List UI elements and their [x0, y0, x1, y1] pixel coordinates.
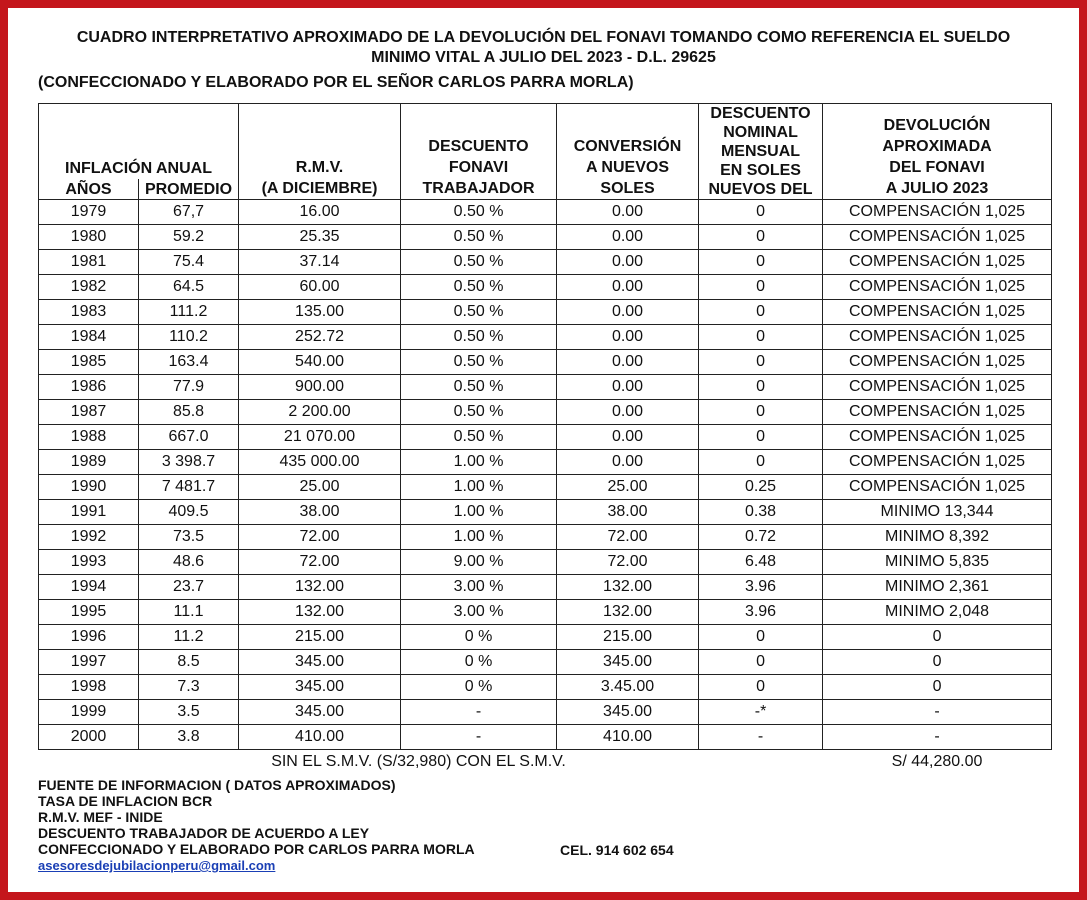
- cell-descuento-nominal: 0: [699, 325, 823, 350]
- cell-descuento: 0.50 %: [401, 200, 557, 225]
- cell-conversion: 0.00: [557, 375, 699, 400]
- fonavi-table: [38, 103, 1052, 774]
- document-subtitle: (CONFECCIONADO Y ELABORADO POR EL SEÑOR CARLOS PARRA MORLA): [38, 74, 634, 91]
- header-conversion: CONVERSIÓN A NUEVOS SOLES: [557, 104, 699, 200]
- cell-descuento-nominal: 0: [699, 275, 823, 300]
- document-title-line-1: CUADRO INTERPRETATIVO APROXIMADO DE LA DEVOLUCIÓN DEL FONAVI TOMANDO COMO REFERENCIA EL SUELDO: [76, 29, 1011, 46]
- table-row: [39, 300, 1052, 325]
- cell-conversion: 0.00: [557, 325, 699, 350]
- cell-devolucion: COMPENSACIÓN 1,025: [823, 250, 1052, 275]
- cell-year: 1997: [39, 650, 139, 675]
- cell-year: 1981: [39, 250, 139, 275]
- cell-descuento-nominal: -*: [699, 700, 823, 725]
- cell-year: 1986: [39, 375, 139, 400]
- cell-year: 1991: [39, 500, 139, 525]
- cell-devolucion: MINIMO 13,344: [823, 500, 1052, 525]
- document-title-line-2: MINIMO VITAL A JULIO DEL 2023 - D.L. 29625: [371, 49, 716, 66]
- cell-rmv: 410.00: [239, 725, 401, 750]
- cell-inflation-avg: 667.0: [139, 425, 239, 450]
- cell-year: 1985: [39, 350, 139, 375]
- table-row: [39, 725, 1052, 750]
- table-row: [39, 325, 1052, 350]
- cell-inflation-avg: 3.5: [139, 700, 239, 725]
- cell-inflation-avg: 7.3: [139, 675, 239, 700]
- table-row: [39, 550, 1052, 575]
- table-row: [39, 275, 1052, 300]
- cell-conversion: 215.00: [557, 625, 699, 650]
- cell-rmv: 72.00: [239, 525, 401, 550]
- cell-inflation-avg: 111.2: [139, 300, 239, 325]
- cell-year: 2000: [39, 725, 139, 750]
- cell-rmv: 60.00: [239, 275, 401, 300]
- cell-descuento: 0.50 %: [401, 225, 557, 250]
- header-descuento-fonavi: DESCUENTO FONAVI TRABAJADOR: [401, 104, 557, 200]
- cell-devolucion: -: [823, 725, 1052, 750]
- footer-line: TASA DE INFLACION BCR: [38, 793, 213, 809]
- cell-rmv: 345.00: [239, 650, 401, 675]
- cell-descuento-nominal: 6.48: [699, 550, 823, 575]
- cell-year: 1988: [39, 425, 139, 450]
- cell-rmv: 252.72: [239, 325, 401, 350]
- total-devolucion: S/ 44,280.00: [891, 753, 983, 770]
- cell-devolucion: COMPENSACIÓN 1,025: [823, 375, 1052, 400]
- cell-descuento: 1.00 %: [401, 475, 557, 500]
- summary-text: SIN EL S.M.V. (S/32,980) CON EL S.M.V.: [271, 753, 566, 770]
- cell-year: 1980: [39, 225, 139, 250]
- cell-rmv: 37.14: [239, 250, 401, 275]
- cell-rmv: 21 070.00: [239, 425, 401, 450]
- cell-devolucion: COMPENSACIÓN 1,025: [823, 325, 1052, 350]
- cell-devolucion: COMPENSACIÓN 1,025: [823, 300, 1052, 325]
- cell-devolucion: COMPENSACIÓN 1,025: [823, 275, 1052, 300]
- cell-descuento-nominal: 0: [699, 625, 823, 650]
- cell-inflation-avg: 48.6: [139, 550, 239, 575]
- cell-year: 1983: [39, 300, 139, 325]
- table-row: [39, 575, 1052, 600]
- table-row: [39, 375, 1052, 400]
- cell-year: 1995: [39, 600, 139, 625]
- cell-descuento: -: [401, 725, 557, 750]
- footer-line: DESCUENTO TRABAJADOR DE ACUERDO A LEY: [38, 825, 370, 841]
- cell-conversion: 0.00: [557, 225, 699, 250]
- table-body: [39, 200, 1052, 750]
- table-row: [39, 625, 1052, 650]
- cell-descuento: 0.50 %: [401, 300, 557, 325]
- cell-devolucion: MINIMO 5,835: [823, 550, 1052, 575]
- cell-devolucion: MINIMO 2,361: [823, 575, 1052, 600]
- cell-inflation-avg: 64.5: [139, 275, 239, 300]
- cell-inflation-avg: 11.2: [139, 625, 239, 650]
- cell-descuento-nominal: 3.96: [699, 575, 823, 600]
- cell-rmv: 900.00: [239, 375, 401, 400]
- cell-inflation-avg: 73.5: [139, 525, 239, 550]
- cell-year: 1992: [39, 525, 139, 550]
- table-row: [39, 450, 1052, 475]
- cell-descuento-nominal: 0: [699, 300, 823, 325]
- cell-inflation-avg: 409.5: [139, 500, 239, 525]
- cell-conversion: 132.00: [557, 575, 699, 600]
- cell-rmv: 215.00: [239, 625, 401, 650]
- cell-descuento-nominal: 0: [699, 650, 823, 675]
- header-anos: AÑOS: [39, 179, 139, 200]
- header-promedio: PROMEDIO: [139, 179, 239, 200]
- cell-descuento-nominal: 0: [699, 450, 823, 475]
- cell-descuento: 3.00 %: [401, 575, 557, 600]
- cell-conversion: 0.00: [557, 275, 699, 300]
- cell-rmv: 345.00: [239, 700, 401, 725]
- cell-descuento-nominal: 0: [699, 225, 823, 250]
- cell-year: 1979: [39, 200, 139, 225]
- cell-rmv: 135.00: [239, 300, 401, 325]
- cell-conversion: 72.00: [557, 550, 699, 575]
- cell-inflation-avg: 7 481.7: [139, 475, 239, 500]
- cell-devolucion: COMPENSACIÓN 1,025: [823, 450, 1052, 475]
- cell-inflation-avg: 75.4: [139, 250, 239, 275]
- table-row: [39, 650, 1052, 675]
- cell-rmv: 72.00: [239, 550, 401, 575]
- cell-descuento: -: [401, 700, 557, 725]
- cell-year: 1984: [39, 325, 139, 350]
- cell-descuento: 0.50 %: [401, 250, 557, 275]
- cell-rmv: 345.00: [239, 675, 401, 700]
- cell-descuento: 0.50 %: [401, 325, 557, 350]
- cell-inflation-avg: 163.4: [139, 350, 239, 375]
- cell-rmv: 25.35: [239, 225, 401, 250]
- table-row: [39, 350, 1052, 375]
- cell-descuento: 0 %: [401, 675, 557, 700]
- table-row: [39, 200, 1052, 225]
- cell-descuento: 1.00 %: [401, 500, 557, 525]
- cell-devolucion: 0: [823, 625, 1052, 650]
- cell-conversion: 0.00: [557, 250, 699, 275]
- cell-descuento-nominal: 0.72: [699, 525, 823, 550]
- cell-descuento: 0 %: [401, 650, 557, 675]
- cell-inflation-avg: 85.8: [139, 400, 239, 425]
- table-row: [39, 600, 1052, 625]
- footer-line: R.M.V. MEF - INIDE: [38, 809, 163, 825]
- cell-devolucion: MINIMO 8,392: [823, 525, 1052, 550]
- cell-descuento: 0.50 %: [401, 425, 557, 450]
- cell-conversion: 3.45.00: [557, 675, 699, 700]
- cell-descuento: 0 %: [401, 625, 557, 650]
- cell-descuento-nominal: 0: [699, 200, 823, 225]
- cell-descuento-nominal: 0: [699, 350, 823, 375]
- cell-devolucion: COMPENSACIÓN 1,025: [823, 425, 1052, 450]
- cell-devolucion: COMPENSACIÓN 1,025: [823, 350, 1052, 375]
- cell-descuento-nominal: 0: [699, 375, 823, 400]
- cell-conversion: 345.00: [557, 650, 699, 675]
- cell-rmv: 132.00: [239, 600, 401, 625]
- cell-inflation-avg: 110.2: [139, 325, 239, 350]
- table-row: [39, 400, 1052, 425]
- footer-line: FUENTE DE INFORMACION ( DATOS APROXIMADOS): [38, 777, 396, 793]
- cell-rmv: 540.00: [239, 350, 401, 375]
- phone-number: CEL. 914 602 654: [560, 842, 674, 858]
- header-descuento-nominal: DESCUENTO NOMINAL MENSUAL EN SOLES NUEVOS DEL: [699, 104, 823, 200]
- cell-rmv: 132.00: [239, 575, 401, 600]
- cell-year: 1982: [39, 275, 139, 300]
- footer-sources: [38, 777, 475, 857]
- cell-conversion: 0.00: [557, 400, 699, 425]
- cell-rmv: 2 200.00: [239, 400, 401, 425]
- cell-descuento-nominal: 0.38: [699, 500, 823, 525]
- cell-conversion: 132.00: [557, 600, 699, 625]
- cell-descuento: 1.00 %: [401, 525, 557, 550]
- cell-devolucion: -: [823, 700, 1052, 725]
- table-row: [39, 425, 1052, 450]
- cell-conversion: 0.00: [557, 300, 699, 325]
- cell-rmv: 16.00: [239, 200, 401, 225]
- cell-year: 1999: [39, 700, 139, 725]
- table-row: [39, 675, 1052, 700]
- cell-inflation-avg: 67,7: [139, 200, 239, 225]
- cell-descuento-nominal: 0: [699, 400, 823, 425]
- table-row: [39, 500, 1052, 525]
- cell-devolucion: 0: [823, 650, 1052, 675]
- cell-year: 1998: [39, 675, 139, 700]
- cell-descuento: 1.00 %: [401, 450, 557, 475]
- table-row: [39, 475, 1052, 500]
- cell-devolucion: 0: [823, 675, 1052, 700]
- cell-conversion: 410.00: [557, 725, 699, 750]
- cell-year: 1994: [39, 575, 139, 600]
- cell-devolucion: COMPENSACIÓN 1,025: [823, 200, 1052, 225]
- cell-devolucion: COMPENSACIÓN 1,025: [823, 475, 1052, 500]
- table-row: [39, 525, 1052, 550]
- cell-inflation-avg: 11.1: [139, 600, 239, 625]
- cell-devolucion: COMPENSACIÓN 1,025: [823, 400, 1052, 425]
- cell-rmv: 435 000.00: [239, 450, 401, 475]
- cell-inflation-avg: 3.8: [139, 725, 239, 750]
- cell-devolucion: MINIMO 2,048: [823, 600, 1052, 625]
- cell-devolucion: COMPENSACIÓN 1,025: [823, 225, 1052, 250]
- cell-year: 1996: [39, 625, 139, 650]
- cell-descuento: 3.00 %: [401, 600, 557, 625]
- table-row: [39, 225, 1052, 250]
- cell-descuento: 0.50 %: [401, 275, 557, 300]
- cell-descuento-nominal: -: [699, 725, 823, 750]
- cell-rmv: 25.00: [239, 475, 401, 500]
- cell-conversion: 72.00: [557, 525, 699, 550]
- email-link[interactable]: asesoresdejubilacionperu@gmail.com: [38, 858, 276, 873]
- cell-conversion: 345.00: [557, 700, 699, 725]
- header-inflacion-anual: INFLACIÓN ANUAL: [39, 104, 239, 179]
- table-row: [39, 700, 1052, 725]
- cell-rmv: 38.00: [239, 500, 401, 525]
- cell-descuento: 9.00 %: [401, 550, 557, 575]
- cell-year: 1990: [39, 475, 139, 500]
- cell-year: 1989: [39, 450, 139, 475]
- cell-year: 1993: [39, 550, 139, 575]
- cell-conversion: 0.00: [557, 200, 699, 225]
- cell-inflation-avg: 77.9: [139, 375, 239, 400]
- header-rmv: R.M.V. (A DICIEMBRE): [239, 104, 401, 200]
- table-row: [39, 250, 1052, 275]
- cell-year: 1987: [39, 400, 139, 425]
- cell-descuento: 0.50 %: [401, 375, 557, 400]
- cell-inflation-avg: 8.5: [139, 650, 239, 675]
- footer-line: CONFECCIONADO Y ELABORADO POR CARLOS PARRA MORLA: [38, 841, 475, 857]
- header-devolucion: DEVOLUCIÓN APROXIMADA DEL FONAVI A JULIO 2023: [823, 104, 1052, 200]
- cell-inflation-avg: 23.7: [139, 575, 239, 600]
- cell-descuento-nominal: 0: [699, 250, 823, 275]
- cell-conversion: 0.00: [557, 350, 699, 375]
- cell-descuento-nominal: 3.96: [699, 600, 823, 625]
- cell-descuento: 0.50 %: [401, 400, 557, 425]
- cell-conversion: 38.00: [557, 500, 699, 525]
- cell-inflation-avg: 3 398.7: [139, 450, 239, 475]
- cell-conversion: 0.00: [557, 450, 699, 475]
- cell-descuento-nominal: 0.25: [699, 475, 823, 500]
- cell-inflation-avg: 59.2: [139, 225, 239, 250]
- cell-descuento: 0.50 %: [401, 350, 557, 375]
- cell-conversion: 25.00: [557, 475, 699, 500]
- cell-descuento-nominal: 0: [699, 675, 823, 700]
- cell-conversion: 0.00: [557, 425, 699, 450]
- cell-descuento-nominal: 0: [699, 425, 823, 450]
